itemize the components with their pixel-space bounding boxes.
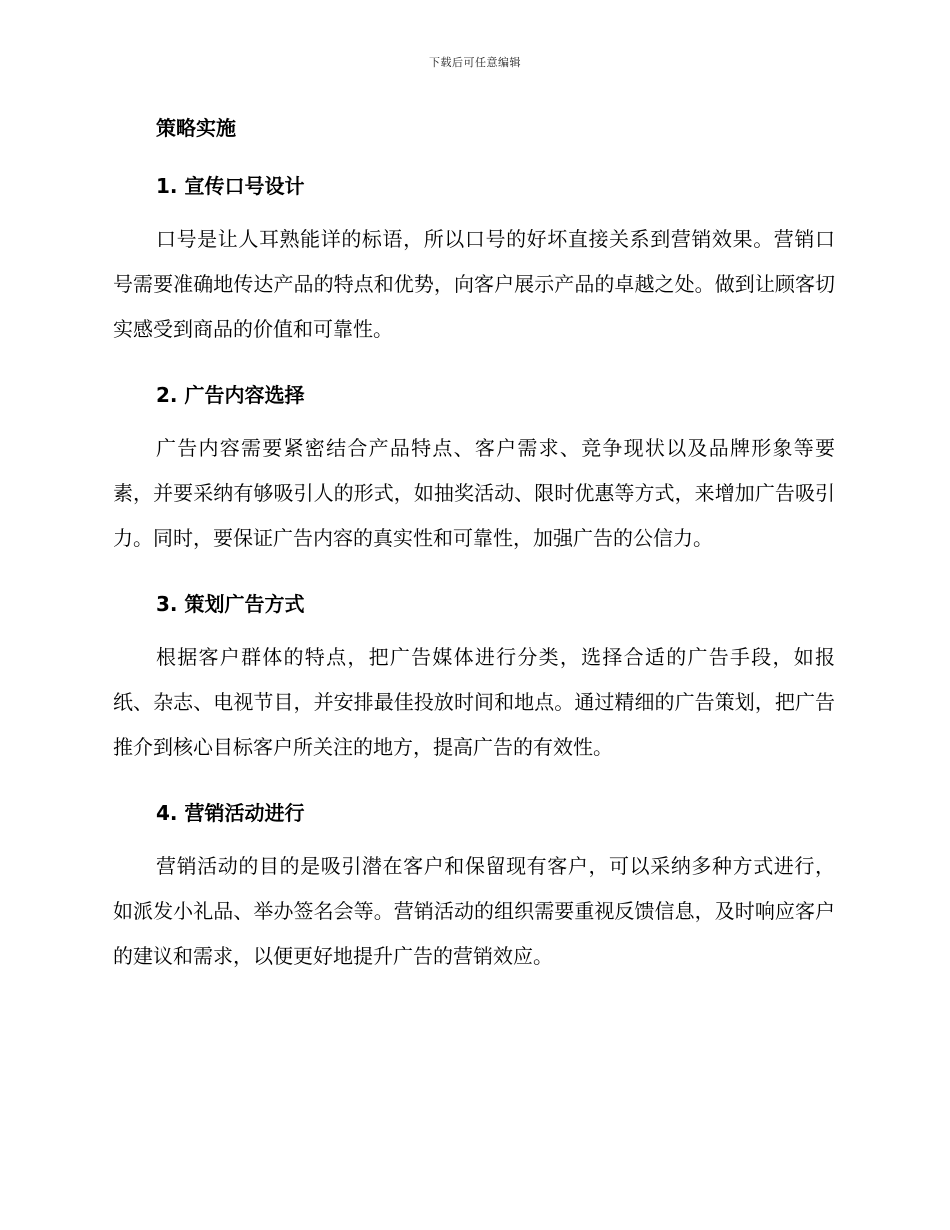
section-heading-4: 4. 营销活动进行 [156, 801, 305, 825]
section-paragraph-3: 根据客户群体的特点，把广告媒体进行分类，选择合适的广告手段，如报纸、杂志、电视节目，并安排最佳投放时间和地点。通过精细的广告策划，把广告推介到核心目标客户所关注的地方，提高广告的有效性。 [113, 645, 835, 759]
section-heading-3: 3. 策划广告方式 [156, 592, 305, 616]
section-paragraph-2: 广告内容需要紧密结合产品特点、客户需求、竞争现状以及品牌形象等要素，并要采纳有够吸引人的形式，如抽奖活动、限时优惠等方式，来增加广告吸引力。同时，要保证广告内容的真实性和可靠性，加强广告的公信力。 [113, 436, 835, 550]
section-heading-2: 2. 广告内容选择 [156, 383, 305, 407]
section-paragraph-4: 营销活动的目的是吸引潜在客户和保留现有客户，可以采纳多种方式进行，如派发小礼品、举办签名会等。营销活动的组织需要重视反馈信息，及时响应客户的建议和需求，以便更好地提升广告的营销效应。 [113, 854, 835, 968]
section-heading-1: 1. 宣传口号设计 [156, 174, 305, 198]
header-note: 下载后可任意编辑 [429, 56, 521, 69]
document-title: 策略实施 [156, 116, 236, 140]
section-paragraph-1: 口号是让人耳熟能详的标语，所以口号的好坏直接关系到营销效果。营销口号需要准确地传达产品的特点和优势，向客户展示产品的卓越之处。做到让顾客切实感受到商品的价值和可靠性。 [113, 227, 835, 341]
document-body [113, 113, 835, 979]
